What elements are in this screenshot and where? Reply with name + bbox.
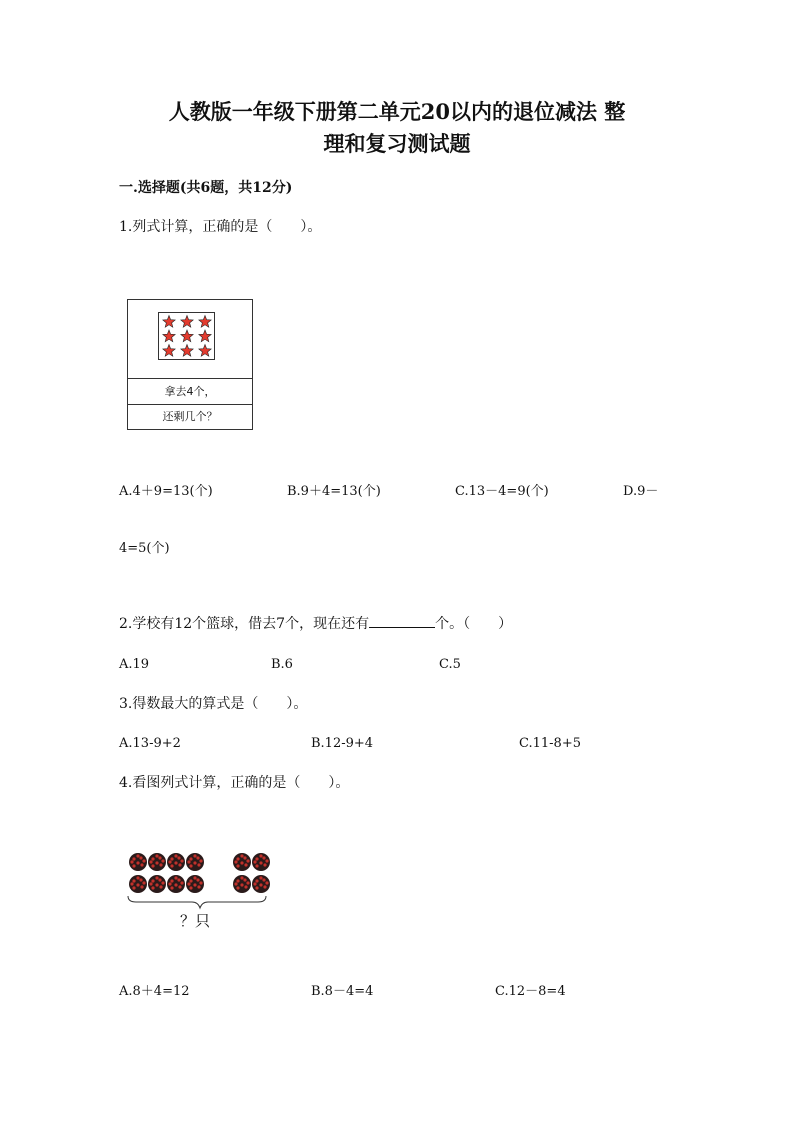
star-icon (181, 330, 193, 342)
question-2-option-c[interactable]: C.5 (439, 657, 461, 672)
ball-icon (233, 875, 251, 893)
question-2-stem-before: 2.学校有12个篮球，借去7个，现在还有 (119, 616, 370, 632)
ball-icon (252, 875, 270, 893)
question-4-option-a[interactable]: A.8＋4=12 (119, 984, 190, 999)
figure-question-label: ？只 (180, 912, 211, 930)
brace-icon (128, 896, 266, 908)
title-line-1: 人教版一年级下册第二单元20以内的退位减法 整 (168, 99, 626, 124)
question-4-option-c[interactable]: C.12－8=4 (495, 984, 566, 999)
ball-icon (167, 875, 185, 893)
question-3-option-a[interactable]: A.13-9+2 (119, 736, 181, 751)
ball-group-svg (122, 848, 282, 910)
question-4-stem: 4.看图列式计算，正确的是（ ）。 (119, 775, 350, 791)
figure-take-away-text: 拿去4个， (128, 378, 252, 405)
question-1-option-c[interactable]: C.13－4=9(个) (455, 484, 549, 499)
star-icon (163, 316, 175, 328)
ball-icon (252, 853, 270, 871)
star-icon (181, 316, 193, 328)
ball-icon (186, 875, 204, 893)
star-icon (181, 345, 193, 357)
star-grid-svg (159, 313, 214, 359)
question-1-option-a[interactable]: A.4＋9=13(个) (119, 484, 213, 499)
question-1-option-d[interactable]: D.9－ (623, 484, 659, 499)
question-2-option-b[interactable]: B.6 (271, 657, 293, 672)
page-title (100, 96, 694, 160)
question-3-option-b[interactable]: B.12-9+4 (311, 736, 374, 751)
question-3-option-c[interactable]: C.11-8+5 (519, 736, 581, 751)
star-icon (199, 330, 211, 342)
question-1-stem: 1.列式计算，正确的是（ ）。 (119, 219, 322, 235)
question-4-figure (122, 848, 282, 938)
ball-icon (148, 853, 166, 871)
answer-blank[interactable] (369, 614, 435, 628)
ball-icon (233, 853, 251, 871)
star-icon (199, 316, 211, 328)
ball-icon (167, 853, 185, 871)
star-grid (158, 312, 215, 360)
section-header: 一.选择题(共6题，共12分) (119, 180, 293, 196)
question-2-stem (119, 614, 512, 634)
question-2-option-a[interactable]: A.19 (119, 657, 150, 672)
question-4-option-b[interactable]: B.8－4=4 (311, 984, 374, 999)
ball-icon (186, 853, 204, 871)
figure-remaining-text: 还剩几个？ (162, 410, 218, 423)
title-line-2: 理和复习测试题 (323, 131, 471, 156)
ball-icon (129, 853, 147, 871)
question-1-option-d-continued: 4=5(个) (119, 541, 170, 556)
question-1-option-b[interactable]: B.9＋4=13(个) (287, 484, 381, 499)
star-icon (163, 330, 175, 342)
ball-icon (148, 875, 166, 893)
star-icon (163, 345, 175, 357)
question-1-figure (127, 299, 253, 430)
ball-icon (129, 875, 147, 893)
question-3-stem: 3.得数最大的算式是（ ）。 (119, 696, 308, 712)
star-icon (199, 345, 211, 357)
question-2-stem-after: 个。（ ） (435, 616, 513, 632)
